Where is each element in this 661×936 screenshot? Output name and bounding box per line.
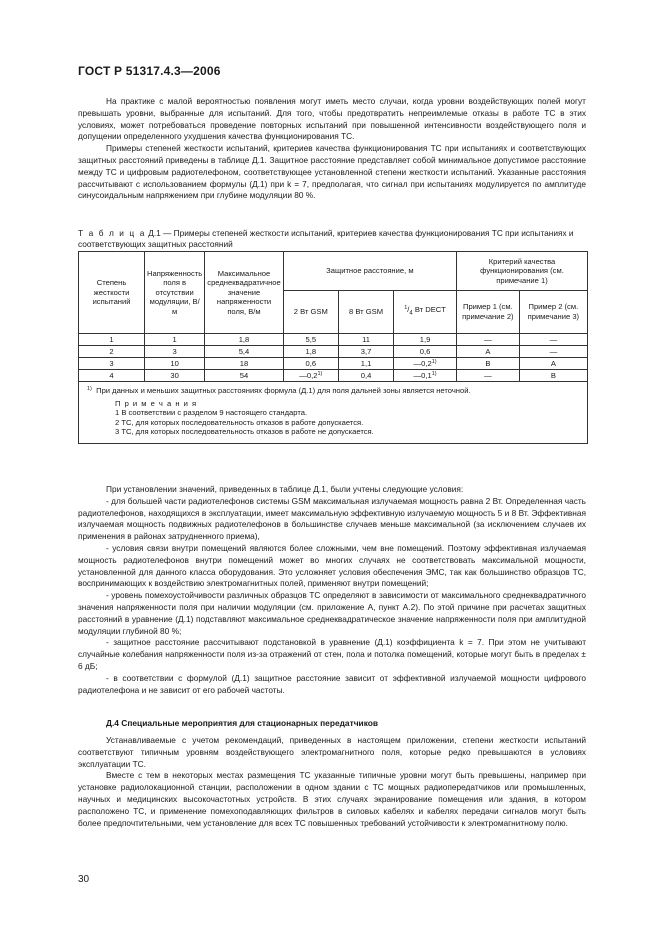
- cell-gsm8: 0,4: [338, 370, 393, 382]
- cell-level: 3: [79, 358, 145, 370]
- cell-example-2: —: [519, 346, 587, 358]
- paragraph-1: На практике с малой вероятностью появления могут иметь место случаи, когда уровни воздействующих полей могут превышать уровни, выбранные для испытаний. Для того, чтобы предотвратить непреимлемые отказы в работе ТС в этих условиях, может потребоваться проведение повторных испытаний при повышенной интенсивности воздействующего поля и допущении определенного ухудшения качества функционирования ТС.: [78, 96, 586, 142]
- header-dect: $^1/_4$ Вт DECT: [394, 291, 457, 334]
- cell-example-1: А: [457, 346, 520, 358]
- cell-dect: [394, 370, 457, 382]
- condition-5: - в соответствии с формулой (Д.1) защитное расстояние зависит от эффективной излучаемой мощности цифрового радиотелефона и не зависит от его рабочей частоты.: [78, 672, 586, 695]
- page-number: 30: [78, 874, 90, 885]
- cell-gsm8: 1,1: [338, 358, 393, 370]
- cell-gsm8: 3,7: [338, 346, 393, 358]
- dect-fraction-den: 4: [409, 310, 413, 317]
- dect-fraction-num: 1: [404, 304, 408, 311]
- cell-example-2: —: [519, 334, 587, 346]
- table-footnote: [87, 386, 581, 396]
- protection-distance-table: [78, 251, 588, 444]
- paragraph-3: При установлении значений, приведенных в таблице Д.1, были учтены следующие условия:: [106, 484, 464, 494]
- condition-2: - условия связи внутри помещений являются более сложными, чем вне помещений. Поэтому эффективная излучаемая мощность радиотелефонов внутри помещений может во многих случаях не соответствовать максимальной мощности, установленной для данного класса оборудования. Это усложняет условия обеспечения ЭМС, так как большинство образцов ТС, воспринимающих к воздействию электромагнитных полей, применяют внутри помещений;: [78, 542, 586, 589]
- cell-dect: [394, 358, 457, 370]
- cell-gsm2: 1,8: [283, 346, 338, 358]
- section-text: [78, 735, 586, 829]
- cell-level: 1: [79, 334, 145, 346]
- cell-example-2: А: [519, 358, 587, 370]
- footnote-text: При данных и меньших защитных расстояниях формула (Д.1) для поля дальней зоны является неточной.: [96, 386, 471, 395]
- table-row: [79, 346, 588, 358]
- cell-gsm2: 0,6: [283, 358, 338, 370]
- cell-example-1: —: [457, 370, 520, 382]
- intro-text: [78, 96, 586, 202]
- table-row: [79, 334, 588, 346]
- cell-example-2: В: [519, 370, 587, 382]
- note-3: 3 ТС, для которых последовательность отказов в работе не допускается.: [115, 427, 374, 437]
- cell-dect: 1,9: [394, 334, 457, 346]
- cell-field: 3: [145, 346, 205, 358]
- cell-rms: 1,8: [205, 334, 283, 346]
- conditions-text: [78, 484, 586, 696]
- header-example-2: Пример 2 (см. примечание 3): [519, 291, 587, 334]
- paragraph-2: Примеры степеней жесткости испытаний, критериев качества функционирования ТС при испытаниях и соответствующих защитных расстояний приведены в таблице Д.1. Защитное расстояние представляет собой минимальное допустимое расстояние между ТС и цифровым радиотелефоном, соответствующее установленной степени жесткости испытаний. Указанные расстояния рассчитывают с использованием формулы (Д.1) при k = 7, предполагая, что сигнал при испытаниях модулируется по амплитуде синусоидальным напряжением при глубине модуляции 80 %.: [78, 143, 586, 201]
- table-caption-text: Д.1 — Примеры степеней жесткости испытаний, критериев качества функционирования ТС при испытаниях и соответствующих защитных расстояний: [78, 228, 574, 249]
- note-1: 1 В соответствии с разделом 9 настоящего стандарта.: [115, 408, 308, 418]
- cell-field: 1: [145, 334, 205, 346]
- condition-1: - для большей части радиотелефонов системы GSM максимальная излучаемая мощность равна 2 Вт. Определенная часть радиотелефонов, находящихся в эксплуатации, имеет максимальную эффективную излучаемую мощность 5 и 8 Вт. Эффективная излучаемая мощность подвижных радиотелефонов в большинстве случаев меньше максимальной (за исключением случаев их применения в районах затрудненного приема),: [78, 495, 586, 542]
- header-level: Степень жесткости испытаний: [79, 252, 145, 334]
- cell-gsm8: 11: [338, 334, 393, 346]
- cell-field: 10: [145, 358, 205, 370]
- table-row: [79, 370, 588, 382]
- cell-dect: 0,6: [394, 346, 457, 358]
- header-gsm-2w: 2 Вт GSM: [283, 291, 338, 334]
- cell-rms: 54: [205, 370, 283, 382]
- document-header: ГОСТ Р 51317.4.3—2006: [78, 64, 221, 78]
- cell-rms: 5,4: [205, 346, 283, 358]
- header-gsm-8w: 8 Вт GSM: [338, 291, 393, 334]
- cell-gsm2: 5,5: [283, 334, 338, 346]
- note-2: 2 ТС, для которых последовательность отказов в работе допускается.: [115, 417, 364, 427]
- table-row: [79, 358, 588, 370]
- dect-label: Вт DECT: [414, 304, 446, 314]
- cell-gsm2: [283, 370, 338, 382]
- cell-example-1: —: [457, 334, 520, 346]
- footnote-mark: 1): [87, 386, 92, 392]
- cell-field: 30: [145, 370, 205, 382]
- paragraph-4: Устанавливаемые с учетом рекомендаций, приведенных в настоящем приложении, степени жесткости испытаний соответствуют типичным уровням воздействующего электромагнитного поля, которые редко превышаются в условиях эксплуатации ТС.: [78, 735, 586, 769]
- footnote-mark: 1): [431, 370, 437, 377]
- cell-dect-value: —0,2: [413, 358, 432, 368]
- cell-dect-value: —0,1: [413, 370, 432, 380]
- header-max-rms: Максимальное среднеквадратичное значение напряженности поля, В/м: [205, 252, 283, 334]
- header-example-1: Пример 1 (см. примечание 2): [457, 291, 520, 334]
- notes-title: П р и м е ч а н и я: [115, 398, 198, 408]
- cell-rms: 18: [205, 358, 283, 370]
- condition-4: - защитное расстояние рассчитывают подстановкой в уравнение (Д.1) коэффициента k = 7. При этом не учитывают случайные колебания напряженности поля из-за отражений от стен, пола и потолка помещений, которые могут быть в пределах ± 6 дБ;: [78, 637, 586, 671]
- condition-3: - уровень помехоустойчивости различных образцов ТС определяют в зависимости от максимального среднеквадратичного значения напряженности поля при наличии модуляции (см. приложение А, пункт А.2). По этой причине при расчетах защитных расстояний в уравнение (Д.1) подставляют максимальное среднеквадратическое значение напряженности поля при амплитудной модуляции глубиной 80 %;: [78, 590, 586, 636]
- footnote-mark: 1): [431, 358, 437, 365]
- header-protection-distance: Защитное расстояние, м: [283, 252, 456, 291]
- cell-level: 4: [79, 370, 145, 382]
- cell-level: 2: [79, 346, 145, 358]
- header-field-strength: Напряженность поля в отсутствии модуляции, В/м: [145, 252, 205, 334]
- header-criteria: Критерий качества функционирования (см. примечание 1): [457, 252, 588, 291]
- section-title: Д.4 Специальные мероприятия для стационарных передатчиков: [106, 718, 379, 728]
- table-caption-label: Т а б л и ц а: [78, 228, 146, 238]
- paragraph-5: Вместе с тем в некоторых местах размещения ТС указанные типичные уровни могут быть превышены, например при установке радиолокационной станции, расположении в одном здании с ТС мощных радиопередатчиков или промышленных, научных и медицинских высокочастотных устройств. В этих случаях экранирование помещения или здания, в котором расположено ТС, и применение помехоподавляющих фильтров в силовых кабелях и кабелях передачи сигналов могут быть более предпочтительными, чем установление для всех ТС повышенных требований устойчивости к электромагнитному полю.: [78, 770, 586, 828]
- table-caption: [78, 228, 586, 250]
- table-notes: [79, 382, 588, 444]
- cell-gsm2-value: —0,2: [299, 370, 318, 380]
- cell-example-1: В: [457, 358, 520, 370]
- footnote-mark: 1): [317, 370, 323, 377]
